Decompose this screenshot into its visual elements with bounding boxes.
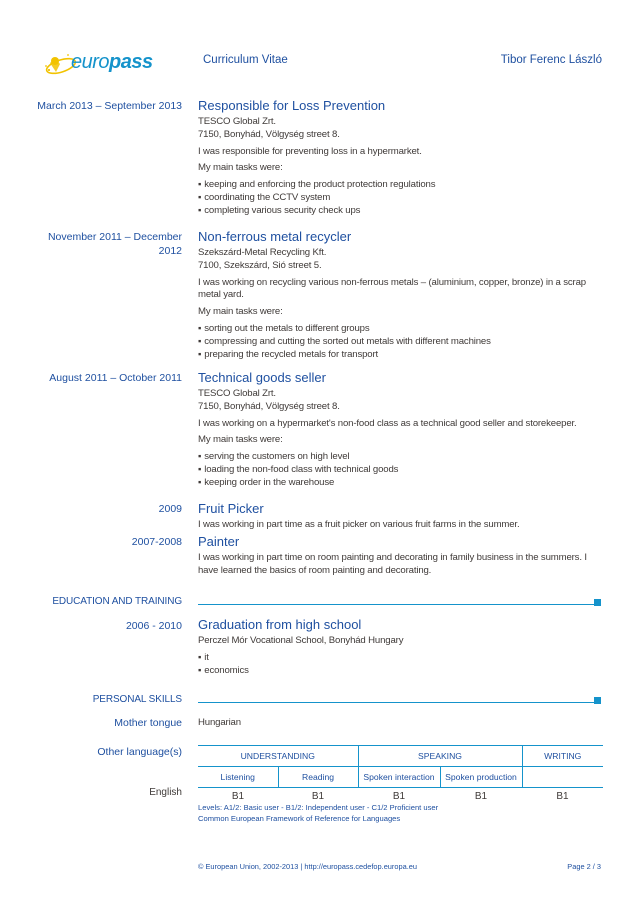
writing-subheader [522, 767, 603, 788]
language-name: English [149, 787, 182, 798]
job-date-line: 2012 [158, 245, 182, 257]
job-entry [198, 98, 603, 218]
job-date [0, 230, 182, 258]
employer-address: 7100, Szekszárd, Sió street 5. [198, 259, 322, 271]
job-title: Technical goods seller [198, 370, 326, 385]
task-item: ▪ keeping and enforcing the product protection regulations [198, 179, 603, 192]
job-description: I was working on recycling various non-ferrous metals – (aluminium, copper, bronze) in a scrap metal yard. [198, 276, 586, 301]
spoken-interaction-header: Spoken interaction [358, 767, 440, 788]
task-item: ▪ keeping order in the warehouse [198, 477, 603, 490]
tasks-intro: My main tasks were: [198, 434, 283, 446]
job-description: I was responsible for preventing loss in a hypermarket. [198, 145, 422, 157]
speaking-header: SPEAKING [358, 746, 522, 767]
europass-logo [44, 49, 154, 77]
language-table-header [198, 746, 603, 767]
job-description: I was working in part time as a fruit picker on various fruit farms in the summer. [198, 519, 520, 530]
level-cell: B1 [278, 788, 358, 806]
language-table-subheader [198, 767, 603, 788]
language-table [198, 745, 603, 805]
level-cell: B1 [440, 788, 522, 806]
task-item: ▪ coordinating the CCTV system [198, 192, 603, 205]
page-header [0, 40, 638, 80]
level-cell: B1 [198, 788, 278, 806]
employer-address: 7150, Bonyhád, Völgység street 8. [198, 128, 340, 140]
levels-note: Levels: A1/2: Basic user - B1/2: Independent user - C1/2 Proficient user [198, 803, 439, 812]
listening-header: Listening [198, 767, 278, 788]
writing-header: WRITING [522, 746, 603, 767]
job-date: 2007-2008 [131, 536, 182, 548]
levels-legend [198, 802, 438, 824]
job-date-line: November 2011 – December [47, 231, 182, 243]
understanding-header: UNDERSTANDING [198, 746, 358, 767]
person-name: Tibor Ferenc László [500, 54, 602, 66]
job-title: Painter [198, 534, 240, 549]
job-entry [198, 370, 603, 490]
footer-copyright: © European Union, 2002-2013 | http://europass.cedefop.europa.eu [198, 862, 417, 871]
tasks-intro: My main tasks were: [198, 306, 283, 318]
employer-name: TESCO Global Zrt. [198, 388, 276, 399]
job-entry [198, 229, 603, 361]
job-date: August 2011 – October 2011 [49, 372, 182, 384]
job-entry [198, 534, 603, 578]
education-entry [198, 617, 603, 677]
level-cell: B1 [358, 788, 440, 806]
framework-note: Common European Framework of Reference for Languages [198, 814, 401, 823]
level-cell: B1 [522, 788, 603, 806]
education-title: Graduation from high school [198, 617, 362, 632]
section-heading-skills: PERSONAL SKILLS [92, 694, 182, 705]
reading-header: Reading [278, 767, 358, 788]
employer-name: TESCO Global Zrt. [198, 116, 276, 127]
section-rule [198, 702, 594, 703]
europass-wordmark: europass [71, 51, 153, 73]
section-heading-education: EDUCATION AND TRAINING [52, 596, 182, 607]
task-item: ▪ compressing and cutting the sorted out metals with different machines [198, 336, 603, 349]
job-date: 2009 [158, 503, 182, 515]
job-title: Responsible for Loss Prevention [198, 98, 386, 113]
section-marker [594, 599, 601, 606]
tasks-intro: My main tasks were: [198, 162, 283, 174]
spoken-production-header: Spoken production [440, 767, 522, 788]
school-name: Perczel Mór Vocational School, Bonyhád Hungary [198, 635, 404, 646]
subject-item: ▪ it [198, 652, 603, 665]
other-languages-label: Other language(s) [97, 746, 182, 758]
job-title: Non-ferrous metal recycler [198, 229, 352, 244]
document-title: Curriculum Vitae [203, 54, 288, 66]
section-marker [594, 697, 601, 704]
job-entry [198, 501, 603, 532]
job-title: Fruit Picker [198, 501, 264, 516]
subject-item: ▪ economics [198, 665, 603, 678]
section-rule [198, 604, 594, 605]
mother-tongue-label: Mother tongue [114, 717, 182, 729]
employer-name: Szekszárd-Metal Recycling Kft. [198, 247, 327, 258]
employer-address: 7150, Bonyhád, Völgység street 8. [198, 400, 340, 412]
page-number: Page 2 / 3 [567, 862, 601, 871]
job-description: I was working in part time on room painting and decorating in family business in the summers. I have learned the basics of room painting and decorating. [198, 552, 587, 576]
task-item: ▪ serving the customers on high level [198, 451, 603, 464]
task-item: ▪ sorting out the metals to different groups [198, 323, 603, 336]
task-item: ▪ preparing the recycled metals for transport [198, 349, 603, 362]
job-description: I was working on a hypermarket's non-food class as a technical good seller and storekeeper. [198, 417, 577, 429]
job-date: March 2013 – September 2013 [37, 100, 182, 112]
education-date: 2006 - 2010 [125, 620, 182, 632]
mother-tongue-value: Hungarian [198, 717, 241, 728]
task-item: ▪ completing various security check ups [198, 205, 603, 218]
task-item: ▪ loading the non-food class with technical goods [198, 464, 603, 477]
